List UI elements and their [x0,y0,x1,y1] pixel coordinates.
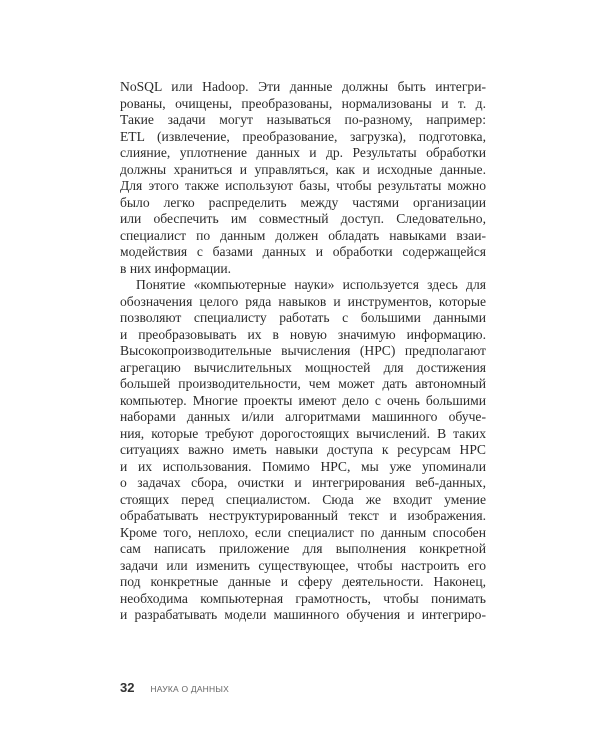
text-line: или обеспечить им совместный доступ. Следовательно, [120,211,486,226]
text-line: стоящих перед специалистом. Сюда же входит умение [120,491,486,507]
text-line: ETL (извлечение, преобразование, загрузка), подготовка, [120,128,486,144]
text-line: Для этого также используют базы, чтобы результаты можно [120,178,486,193]
paragraphs [120,79,486,624]
text-line: и их использования. Помимо HPC, мы уже упоминали [120,458,486,474]
page-footer [120,680,229,695]
body-text [120,79,486,624]
text-line: и преобразовывать их в новую значимую информацию. [120,326,486,342]
text-line: Высокопроизводительные вычисления (HPC) предполагают [120,343,486,358]
text-line: Такие задачи могут называться по-разному, например: [120,112,486,127]
text-line: необходима компьютерная грамотность, чтобы понимать [120,590,486,606]
text-line: наборами данных и/или алгоритмами машинного обуче- [120,409,486,424]
paragraph [120,79,486,277]
text-line: агрегацию вычислительных мощностей для достижения [120,359,486,375]
text-line: ситуациях важно иметь навыки доступа к ресурсам HPC [120,442,486,457]
text-line: модействия с базами данных и обработки содержащейся [120,244,486,259]
text-line: сам написать приложение для выполнения конкретной [120,541,486,556]
text-line: позволяют специалисту работать с большими данными [120,310,486,325]
text-line: NoSQL или Hadoop. Эти данные должны быть интегри- [120,79,486,94]
text-line: слияние, уплотнение данных и др. Результаты обработки [120,145,486,160]
text-line: о задачах сбора, очистки и интегрирования веб-данных, [120,475,486,490]
text-line: и разрабатывать модели машинного обучения и интегриро- [120,607,486,622]
page-number: 32 [120,680,135,695]
text-line: было легко распределить между частями организации [120,194,486,210]
text-line: в них информации. [120,260,232,276]
text-line: Кроме того, неплохо, если специалист по данным способен [120,524,486,540]
text-line: Понятие «компьютерные науки» используется здесь для [136,277,486,292]
text-line: рованы, очищены, преобразованы, нормализованы и т. д. [120,95,486,111]
text-line: под конкретные данные и сферу деятельности. Наконец, [120,574,486,589]
text-line: должны храниться и управляться, как и исходные данные. [120,161,486,177]
text-line: специалист по данным должен обладать навыками взаи- [120,227,486,243]
text-line: обозначения целого ряда навыков и инструментов, которые [120,293,486,309]
running-title: НАУКА О ДАННЫХ [150,684,229,694]
text-line: задачи или изменить существующее, чтобы настроить его [120,557,486,573]
text-line: компьютер. Многие проекты имеют дело с очень большими [120,392,486,408]
text-line: обрабатывать неструктурированный текст и изображения. [120,508,486,523]
paragraph [120,277,486,624]
text-line: большей производительности, чем может дать автономный [120,376,486,391]
text-line: ния, которые требуют дорогостоящих вычислений. В таких [120,425,486,441]
